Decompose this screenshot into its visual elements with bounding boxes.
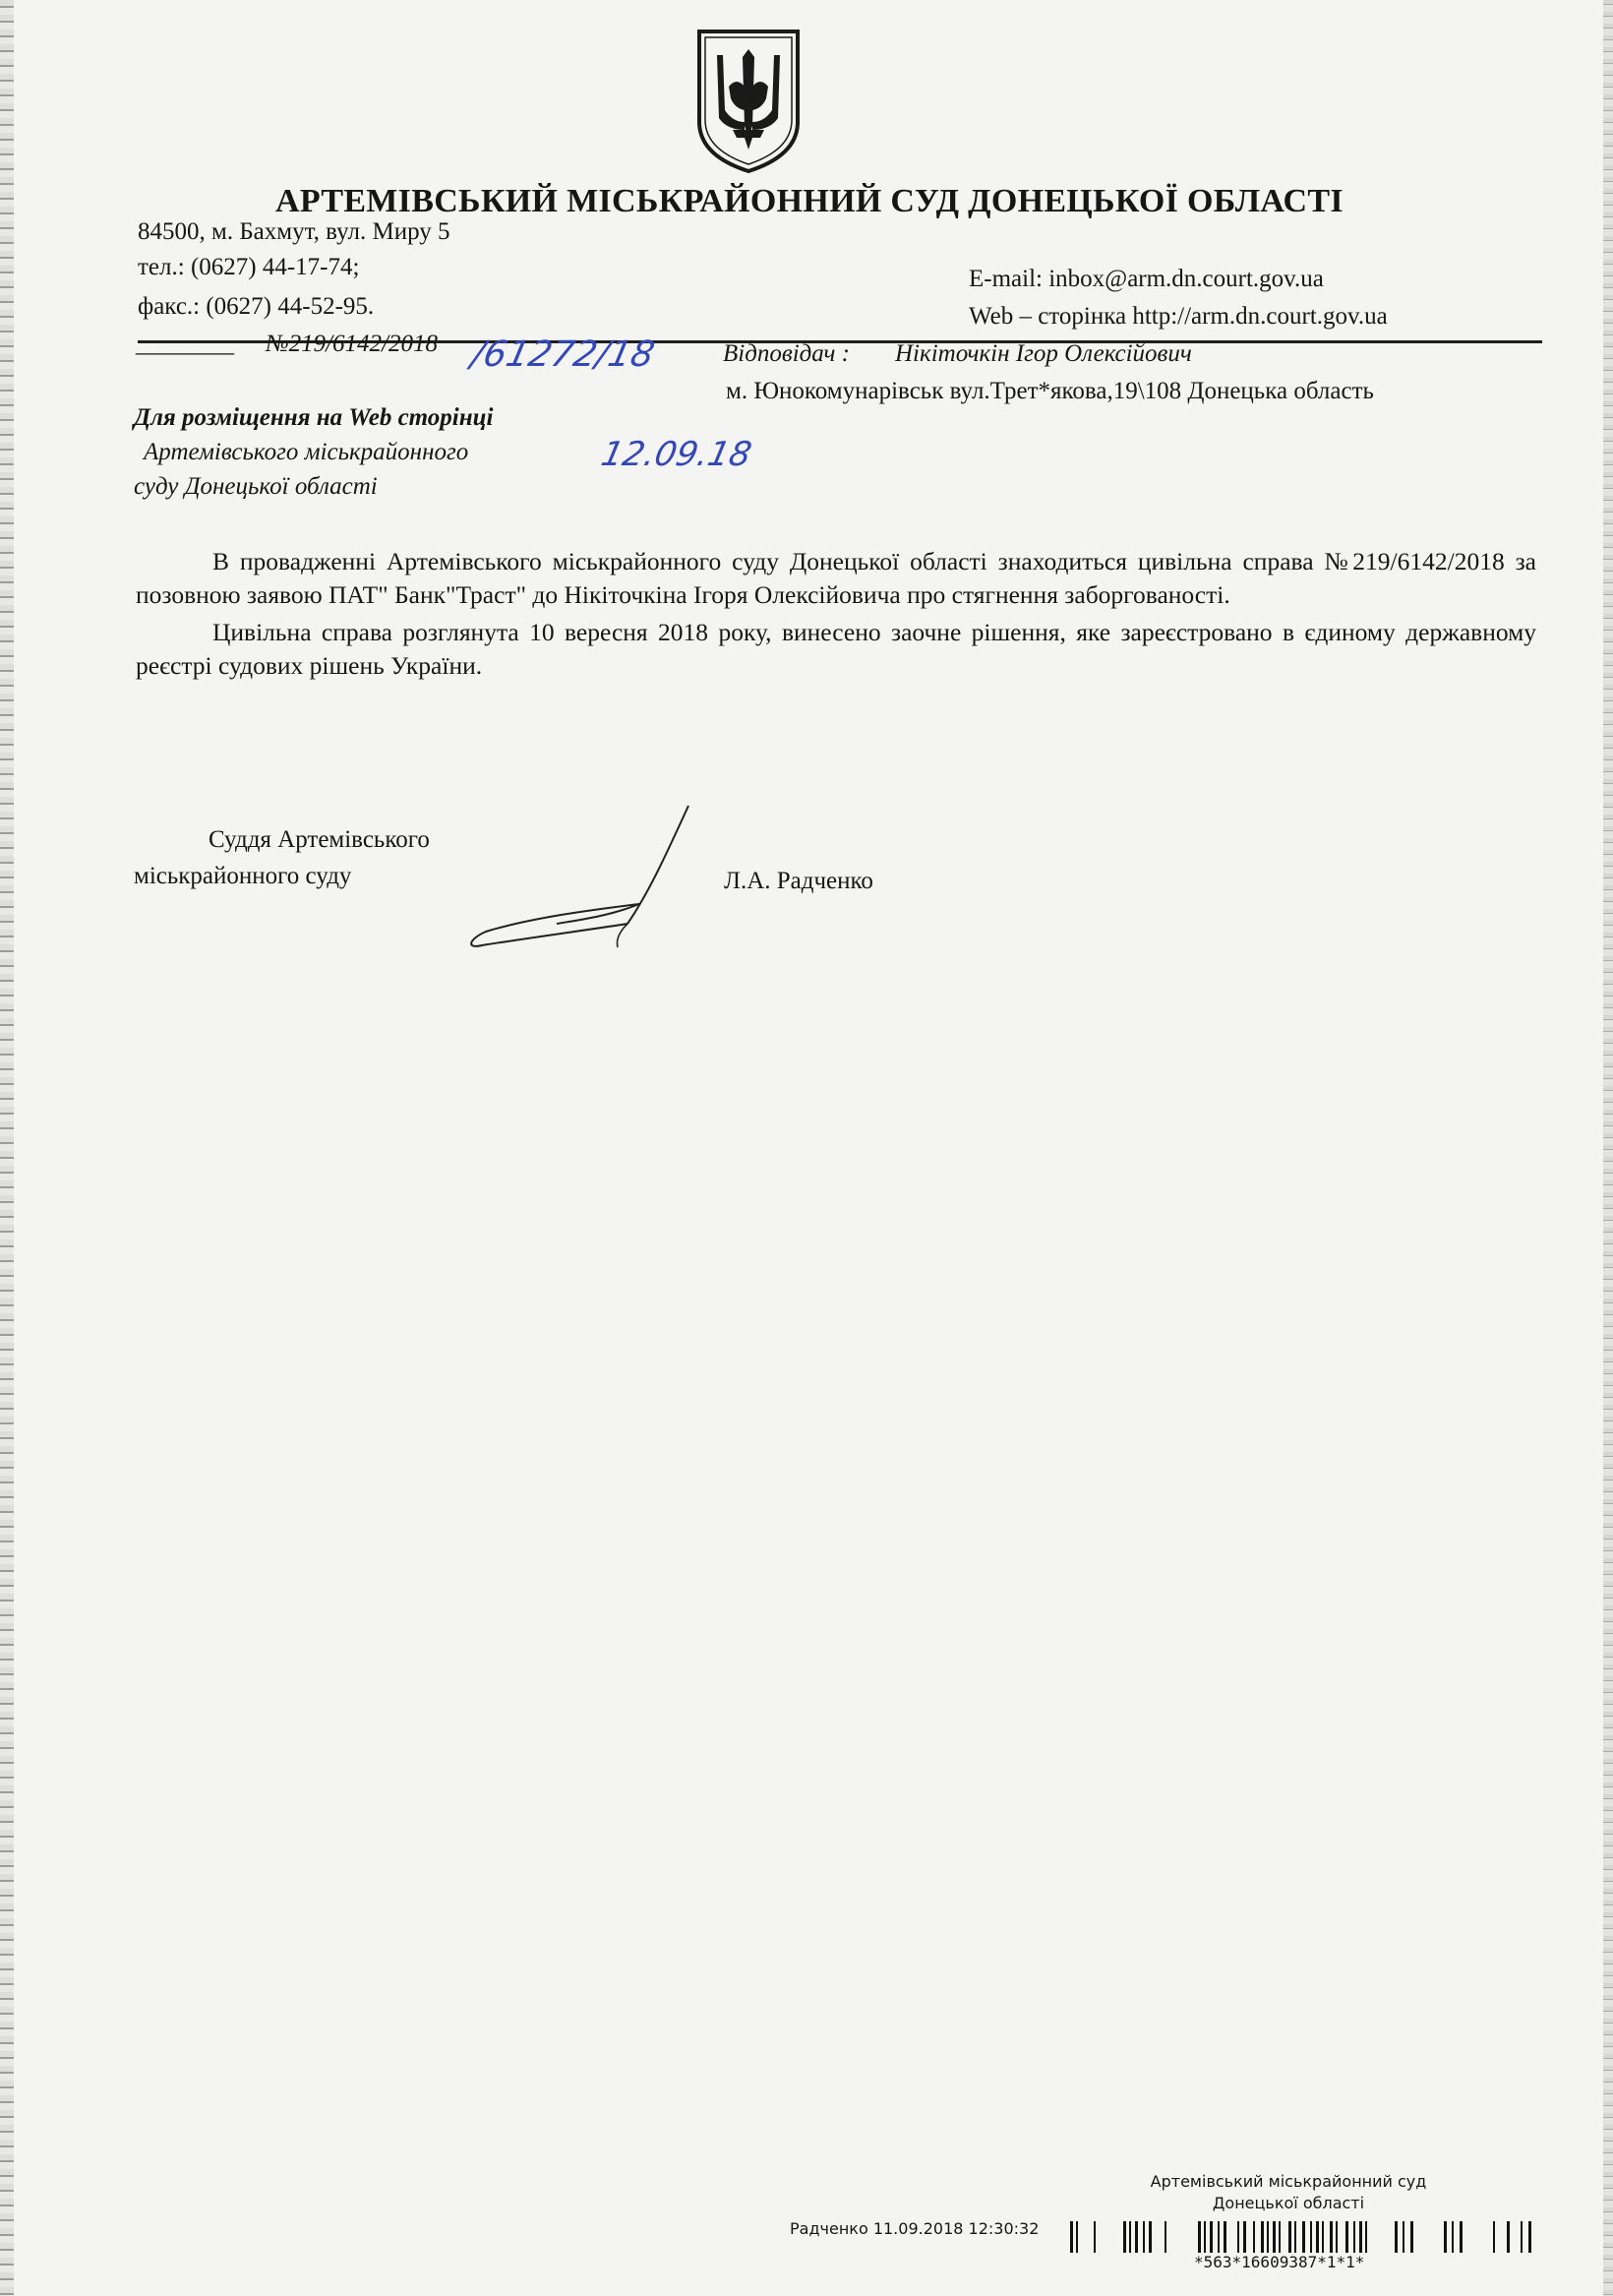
- barcode-number: *563*16609387*1*1*: [1194, 2253, 1365, 2271]
- placement-line-3: суду Донецької області: [134, 473, 378, 500]
- handwritten-outgoing-number: /61272/18: [467, 334, 658, 375]
- signer-title-line-1: Суддя Артемівського: [209, 826, 430, 853]
- court-fax: факс.: (0627) 44-52-95.: [138, 293, 375, 320]
- court-address: 84500, м. Бахмут, вул. Миру 5: [138, 218, 450, 245]
- scan-edge-right: [1603, 0, 1613, 2296]
- handwritten-date: 12.09.18: [597, 435, 755, 474]
- placement-line-2: Артемівського міськрайонного: [144, 439, 469, 465]
- signer-name: Л.А. Радченко: [724, 868, 873, 894]
- court-website: Web – сторінка http://arm.dn.court.gov.ua: [969, 303, 1388, 330]
- footer-court-line-1: Артемівський міськрайонний суд: [1150, 2172, 1427, 2191]
- letter-body: [136, 545, 1536, 683]
- trident-coat-of-arms-icon: [693, 28, 804, 175]
- barcode: [1070, 2221, 1532, 2253]
- handwritten-signature: [462, 802, 698, 959]
- placement-heading: Для розміщення на Web сторінці: [134, 404, 494, 431]
- case-number: №219/6142/2018: [266, 331, 438, 357]
- footer-court-line-2: Донецької області: [1212, 2194, 1365, 2212]
- court-phone: тел.: (0627) 44-17-74;: [138, 254, 360, 280]
- body-paragraph-2: Цивільна справа розглянута 10 вересня 2018 року, винесено заочне рішення, яке зареєстровано в єдиному державному реєстрі судових рішень України.: [136, 618, 1536, 680]
- court-name: АРТЕМІВСЬКИЙ МІСЬКРАЙОННИЙ СУД ДОНЕЦЬКОЇ ОБЛАСТІ: [275, 183, 1344, 219]
- reference-blank: ________: [136, 331, 234, 357]
- body-paragraph-1: В провадженні Артемівського міськрайонного суду Донецької області знаходиться цивільна справа №219/6142/2018 за позовною заявою ПАТ" Банк"Траст" до Нікіточкіна Ігоря Олексійовича про стягнення заборгованості.: [136, 547, 1536, 609]
- respondent-label: Відповідач :: [723, 340, 850, 367]
- respondent-address: м. Юнокомунарівськ вул.Трет*якова,19\108 Донецька область: [726, 378, 1374, 404]
- court-email: E-mail: inbox@arm.dn.court.gov.ua: [969, 266, 1324, 292]
- signer-title-line-2: міськрайонного суду: [134, 863, 352, 889]
- footer-signer-timestamp: Радченко 11.09.2018 12:30:32: [790, 2219, 1040, 2238]
- respondent-name: Нікіточкін Ігор Олексійович: [895, 340, 1192, 367]
- scan-edge-left: [0, 0, 14, 2296]
